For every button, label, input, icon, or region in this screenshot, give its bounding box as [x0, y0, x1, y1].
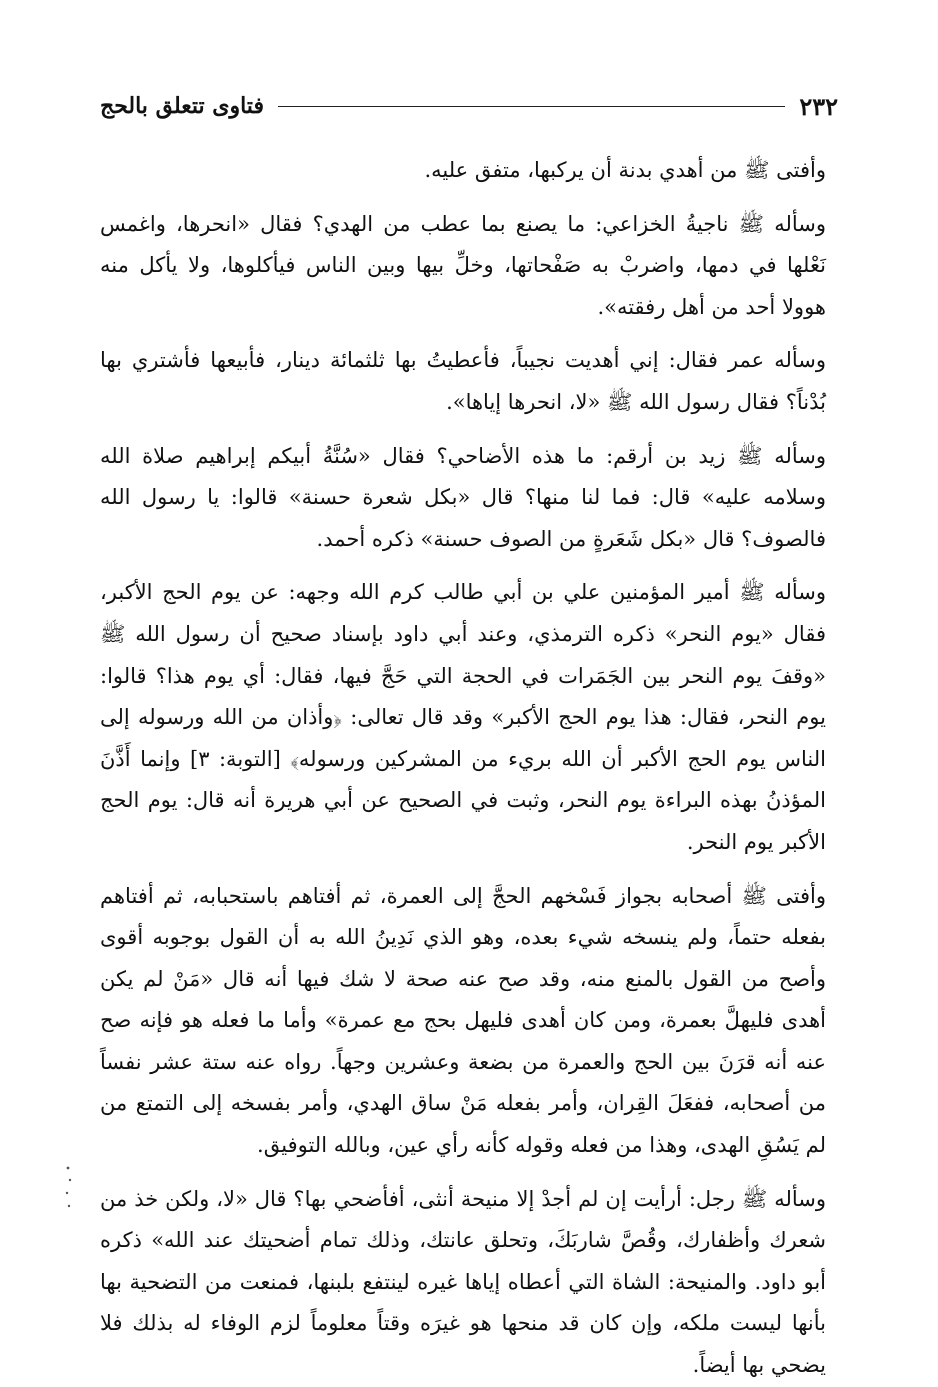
paragraph: وسأله عمر فقال: إني أهديت نجيباً، فأعطيتُ بها ثلثمائة دينار، فأبيعها فأشتري بها بُدْناً؟ فقال رسول الله ﷺ «لا، انحرها إياها».: [100, 348, 826, 414]
page-number: ٢٣٢: [799, 91, 838, 121]
page-header: [100, 86, 838, 126]
header-rule: [278, 106, 785, 107]
paragraph: وسأله ﷺ ناجيةُ الخزاعي: ما يصنع بما عطب من الهدي؟ فقال «انحرها، واغمس نَعْلها في دمها، واضربْ به صَفْحاتها، وخلِّ بيها وبين الناس فيأكلوها، ولا يأكل منه هوولا أحد من أهل رفقته».: [100, 211, 826, 319]
running-title: فتاوى تتعلق بالحج: [100, 93, 264, 119]
paragraph: وسأله ﷺ أمير المؤمنين علي بن أبي طالب كرم الله وجهه: عن يوم الحج الأكبر، فقال «يوم النحر» ذكره الترمذي، وعند أبي داود بإسناد صحيح أن رسول الله ﷺ «وقفَ يوم النحر بين الجَمَرات في الحجة التي حَجَّ فيها، فقال: أي يوم هذا؟ قالوا: يوم النحر، فقال: هذا يوم الحج الأكبر» وقد قال تعالى: ﴿وأذان من الله ورسوله إلى الناس يوم الحج الأكبر أن الله بريء من المشركين ورسوله﴾ [التوبة: ٣] وإنما أَذَّنَ المؤذنُ بهذه البراءة يوم النحر، وثبت في الصحيح عن أبي هريرة أنه قال: يوم الحج الأكبر يوم النحر.: [100, 580, 826, 854]
paragraph: وسأله ﷺ رجل: أرأيت إن لم أجدْ إلا منيحة أنثى، أفأضحي بها؟ قال «لا، ولكن خذ من شعرك وأظفارك، وقُصَّ شاربَكَ، وتحلق عانتك، وذلك تمام أضحيتك عند الله» ذكره أبو داود. والمنيحة: الشاة التي أعطاه إياها غيره لينتفع بلبنها، فمنعت من التضحية بها بأنها ليست ملكه، وإن كان قد منحها هو غيرَه وقتاً معلوماً لزم الوفاء له بذلك فلا يضحي بها أيضاً.: [100, 1186, 826, 1378]
margin-dots-icon: [58, 1160, 78, 1220]
body-text: [100, 150, 826, 1387]
paragraph: وأفتى ﷺ من أهدي بدنة أن يركبها، متفق عليه.: [424, 158, 826, 182]
margin-pencil-marks: [58, 1160, 78, 1220]
paragraph: وسأله ﷺ زيد بن أرقم: ما هذه الأضاحي؟ فقال «سُنَّةُ أبيكم إبراهيم صلاة الله وسلامه عليه» قال: فما لنا منها؟ قال «بكل شعرة حسنة» قالوا: يا رسول الله فالصوف؟ قال «بكل شَعَرةٍ من الصوف حسنة» ذكره أحمد.: [100, 443, 826, 551]
paragraph: وأفتى ﷺ أصحابه بجواز فَسْخهم الحجَّ إلى العمرة، ثم أفتاهم باستحبابه، ثم أفتاهم بفعله حتماً، ولم ينسخه شيء بعده، وهو الذي نَدِينُ الله به أن القول بوجوبه أقوى وأصح من القول بالمنع منه، وقد صح عنه صحة لا شك فيها أنه قال «مَنْ لم يكن أهدى فليهلَّ بعمرة، ومن كان أهدى فليهل بحج مع عمرة» وأما ما فعله هو فإنه صح عنه أنه قرَنَ بين الحج والعمرة من بضعة وعشرين وجهاً. رواه عنه ستة عشر نفساً من أصحابه، ففعَلَ القِران، وأمر بفعله مَنْ ساق الهدي، وأمر بفسخه إلى التمتع من لم يَسُقِ الهدى، وهذا من فعله وقوله كأنه رأي عين، وبالله التوفيق.: [100, 883, 826, 1158]
